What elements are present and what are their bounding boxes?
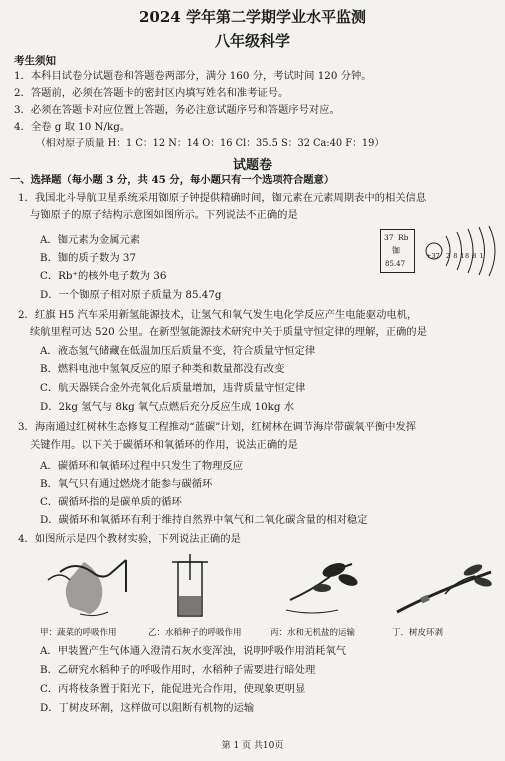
- notice-item-4: 4．全卷 g 取 10 N/kg。: [14, 121, 131, 133]
- q2-option-a: A．液态氢气储藏在低温加压后质量不变，符合质量守恒定律: [40, 345, 316, 357]
- q4-option-a: A．甲装置产生气体通入澄清石灰水变浑浊，说明呼吸作用消耗氧气: [40, 645, 347, 657]
- q2-option-d: D．2kg 氢气与 8kg 氧气点燃后充分反应生成 10kg 水: [40, 401, 295, 413]
- experiment-yi-figure: [160, 552, 220, 622]
- q1-stem-line1: 1．我国北斗导航卫星系统采用铷原子钟提供精确时间，铷元素在元素周期表中的相关信息: [18, 192, 427, 204]
- caption-bing: 丙：水和无机盐的运输: [270, 628, 356, 638]
- element-number: 37: [384, 233, 394, 242]
- atomic-mass-note: （相对原子质量 H：1 C：12 N：14 O：16 Cl：35.5 S：32 Ca:40 F：19）: [36, 138, 385, 149]
- notice-item-1: 1．本科目试卷分试题卷和答题卷两部分，满分 160 分，考试时间 120 分钟。: [14, 70, 372, 82]
- element-cell: [380, 229, 415, 273]
- q2-option-c: C．航天器镁合金外壳氧化后质量增加，违背质量守恒定律: [40, 382, 306, 394]
- experiment-ding-figure: [395, 552, 495, 622]
- exam-subtitle: 八年级科学: [214, 32, 290, 50]
- q3-option-b: B．氧气只有通过燃烧才能参与碳循环: [40, 478, 213, 490]
- q3-stem-line1: 3．海南通过红树林生态修复工程推动“蓝碳”计划，红树林在调节海岸带碳氧平衡中发挥: [18, 421, 417, 433]
- q1-option-c: C．Rb⁺的核外电子数为 36: [40, 270, 167, 282]
- atom-nucleus-label: +37: [426, 252, 440, 260]
- notice-item-3: 3．必须在答题卡对应位置上答题，务必注意试题序号和答题序号对应。: [14, 104, 340, 116]
- element-symbol: Rb: [398, 233, 409, 242]
- q1-option-b: B．铷的质子数为 37: [40, 252, 137, 264]
- q3-stem-line2: 关键作用。以下关于碳循环和氧循环的作用，说法正确的是: [30, 439, 298, 451]
- q3-option-c: C．碳循环指的是碳单质的循环: [40, 496, 182, 508]
- caption-ding: 丁．树皮环剥: [392, 628, 444, 638]
- q1-option-d: D．一个铷原子相对原子质量为 85.47g: [40, 289, 222, 301]
- notice-heading: 考生须知: [14, 55, 56, 67]
- element-mass: 85.47: [385, 260, 406, 268]
- exam-title: 2024 学年第二学期学业水平监测: [139, 8, 366, 26]
- experiment-bing-figure: [282, 550, 362, 622]
- q4-option-c: C．丙将枝条置于阳光下，能促进光合作用，使现象更明显: [40, 683, 306, 695]
- part-one-heading: 一、选择题（每小题 3 分，共 45 分，每小题只有一个选项符合题意）: [10, 174, 335, 186]
- q4-stem: 4．如图所示是四个教材实验，下列说法正确的是: [18, 533, 241, 545]
- notice-item-2: 2．答题前，必须在答题卡的密封区内填写姓名和准考证号。: [14, 87, 289, 99]
- q4-option-b: B．乙研究水稻种子的呼吸作用时，水稻种子需要进行暗处理: [40, 664, 316, 676]
- q2-stem-line1: 2．红旗 H5 汽车采用新氢能源技术，让氢气和氧气发生电化学反应产生电能驱动电机，: [18, 309, 418, 321]
- q3-option-a: A．碳循环和氧循环过程中只发生了物理反应: [40, 460, 244, 472]
- page-footer: 第 1 页 共10页: [221, 741, 284, 751]
- q2-stem-line2: 续航里程可达 520 公里。在新型氢能源技术研究中关于质量守恒定律的理解，正确的是: [30, 326, 427, 338]
- q3-option-d: D．碳循环和氧循环有利于维持自然界中氧气和二氧化碳含量的相对稳定: [40, 514, 368, 526]
- atom-shell-electrons: 2 8 18 8 1: [446, 252, 485, 260]
- q2-option-b: B．燃料电池中氢氧反应的原子种类和数量都没有改变: [40, 363, 285, 375]
- caption-yi: 乙：水稻种子的呼吸作用: [148, 628, 242, 638]
- section-title: 试题卷: [232, 158, 272, 173]
- experiment-jia-figure: [40, 552, 140, 622]
- caption-jia: 甲：蔬菜的呼吸作用: [40, 628, 117, 638]
- q1-stem-line2: 与铷原子的原子结构示意图如图所示。下列说法不正确的是: [30, 209, 298, 221]
- q1-option-a: A．铷元素为金属元素: [40, 234, 141, 246]
- element-name: 铷: [392, 246, 400, 255]
- q4-option-d: D．丁树皮环割，这样做可以阻断有机物的运输: [40, 702, 255, 714]
